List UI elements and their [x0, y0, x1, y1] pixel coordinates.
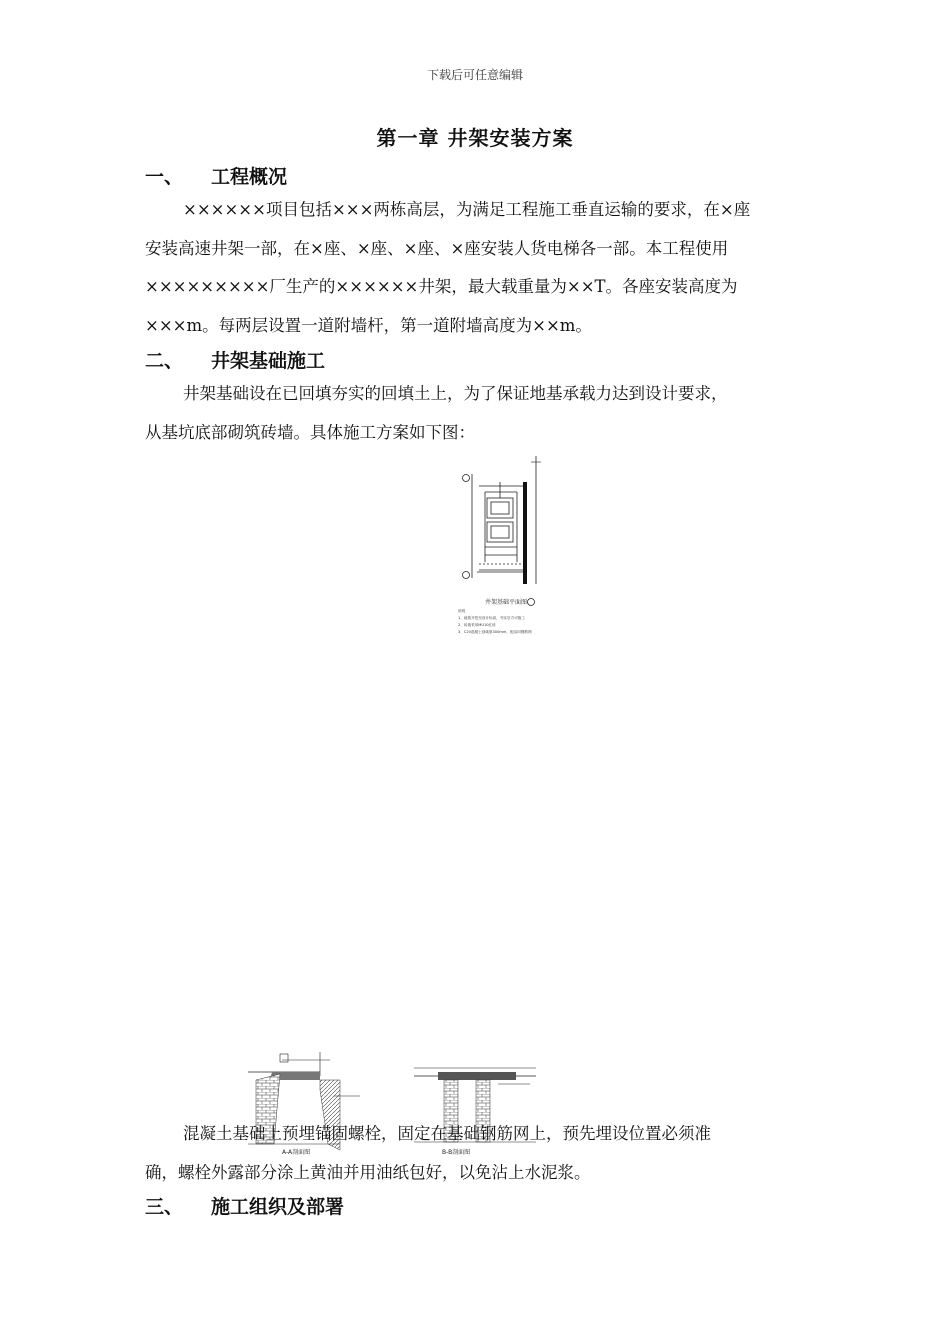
grid-axis-marker	[528, 599, 535, 606]
section-heading-3	[145, 1192, 344, 1219]
plan-figure-note: 1、地基开挖至设计标高，夯实后方可施工	[458, 616, 525, 620]
plan-figure-note: 说明	[458, 609, 466, 613]
plan-figure-caption: 井架基础平面图	[485, 599, 528, 606]
paragraph-line: 混凝土基础上预埋锚固螺栓，固定在基础钢筋网上，预先埋设位置必须准	[183, 1124, 711, 1143]
grid-axis-marker	[463, 572, 470, 579]
paragraph-line: 井架基础设在已回填夯实的回填土上，为了保证地基承载力达到设计要求，	[183, 384, 728, 403]
concrete-slab	[438, 1072, 516, 1080]
section-number: 二、	[145, 350, 184, 372]
section-title: 工程概况	[211, 166, 288, 188]
section-2-paragraph	[145, 375, 810, 452]
section-heading-1	[145, 162, 287, 189]
section-number: 三、	[145, 1196, 184, 1218]
plan-figure-note: 3、C20混凝土基础厚300mm，配双向钢筋网	[458, 630, 532, 634]
paragraph-line: 安装高速井架一部，在×座、×座、×座、×座安装人货电梯各一部。本工程使用	[145, 238, 729, 258]
chapter-title: 第一章 井架安装方案	[376, 126, 574, 150]
grid-axis-marker	[463, 475, 470, 482]
section-title: 施工组织及部署	[211, 1196, 345, 1218]
section-bb-caption: B-B剖面图	[442, 1149, 471, 1156]
section-heading-2	[145, 346, 325, 373]
paragraph-line: ×××××××××厂生产的××××××井架，最大载重量为××T。各座安装高度为	[145, 277, 738, 296]
page-header-note: 下载后可任意编辑	[426, 68, 523, 82]
after-figure-paragraph	[145, 1115, 810, 1192]
section-title: 井架基础施工	[211, 350, 326, 372]
paragraph-line: ××××××项目包括×××两栋高层，为满足工程施工垂直运输的要求，在×座	[183, 200, 751, 219]
wall-section-bar	[523, 482, 527, 584]
section-number: 一、	[145, 166, 184, 188]
paragraph-line: 确，螺栓外露部分涂上黄油并用油纸包好，以免沾上水泥浆。	[145, 1162, 591, 1182]
paragraph-line: 从基坑底部砌筑砖墙。具体施工方案如下图：	[145, 422, 475, 442]
plan-figure-note: 2、砖墙采用MU10红砖	[458, 623, 496, 627]
section-1-paragraph	[145, 191, 810, 345]
section-aa-caption: A-A剖面图	[282, 1149, 311, 1156]
paragraph-line: ×××m。每两层设置一道附墙杆，第一道附墙高度为××m。	[145, 315, 592, 335]
foundation-plan-figure	[455, 452, 550, 650]
